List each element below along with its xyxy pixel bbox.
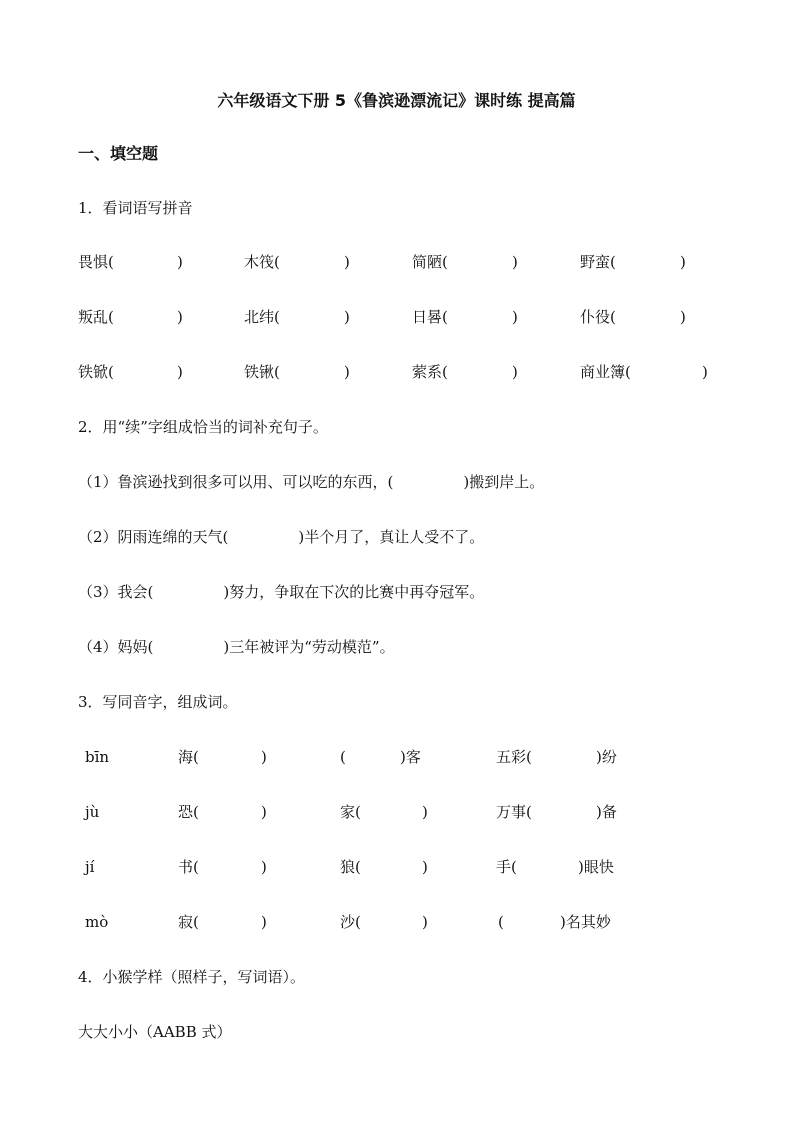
- word-blank-close: )名其妙: [560, 913, 611, 931]
- pinyin-blank-word: 叛乱(: [78, 308, 114, 326]
- question-2-item: [78, 472, 544, 492]
- word-blank-open: 书(: [178, 858, 199, 876]
- pinyin-blank-word: 野蛮(: [580, 253, 616, 271]
- pinyin-blank-word: 日晷(: [412, 308, 448, 326]
- word-blank-close: )客: [400, 748, 421, 766]
- word-blank-open: 寂(: [178, 913, 199, 931]
- question-3-prompt: 3．写同音字，组成词。: [78, 693, 238, 711]
- pinyin-label: jí: [85, 858, 95, 876]
- word-blank-open: 恐(: [178, 803, 199, 821]
- pinyin-blank-word: 木筏(: [244, 253, 280, 271]
- word-blank-open: 沙(: [340, 913, 361, 931]
- pinyin-blank-close: ): [680, 253, 686, 271]
- pinyin-blank-close: ): [512, 253, 518, 271]
- pinyin-blank-word: 商业簿(: [580, 363, 631, 381]
- sentence-before: （3）我会(: [78, 583, 154, 601]
- word-blank-close: )眼快: [578, 858, 614, 876]
- pinyin-blank-word: 铁锹(: [244, 363, 280, 381]
- word-blank-open: 万事(: [496, 803, 532, 821]
- sentence-after: )三年被评为“劳动模范”。: [223, 638, 395, 656]
- pinyin-label: jù: [85, 803, 100, 821]
- pinyin-blank-close: ): [177, 308, 183, 326]
- sentence-after: )半个月了，真让人受不了。: [298, 528, 485, 546]
- pinyin-blank-close: ): [344, 308, 350, 326]
- question-1-prompt: 1．看词语写拼音: [78, 199, 193, 217]
- word-blank-open: 家(: [340, 803, 361, 821]
- word-blank-close: ): [422, 858, 428, 876]
- question-2-prompt: 2．用“续”字组成恰当的词补充句子。: [78, 418, 328, 436]
- pinyin-blank-close: ): [702, 363, 708, 381]
- pinyin-blank-close: ): [177, 253, 183, 271]
- pinyin-blank-word: 萦系(: [412, 363, 448, 381]
- pinyin-blank-word: 铁锨(: [78, 363, 114, 381]
- pinyin-blank-word: 畏惧(: [78, 253, 114, 271]
- word-blank-close: ): [261, 913, 267, 931]
- question-2-item: [78, 582, 484, 602]
- word-blank-open: (: [498, 913, 504, 931]
- question-4-prompt: 4．小猴学样（照样子，写词语）。: [78, 968, 306, 986]
- question-2-item: [78, 637, 395, 657]
- sentence-before: （2）阴雨连绵的天气(: [78, 528, 229, 546]
- sentence-before: （4）妈妈(: [78, 638, 154, 656]
- word-blank-close: ): [422, 913, 428, 931]
- word-blank-open: 五彩(: [496, 748, 532, 766]
- word-blank-close: ): [261, 803, 267, 821]
- word-blank-open: (: [340, 748, 346, 766]
- pinyin-blank-word: 仆役(: [580, 308, 616, 326]
- word-blank-open: 狼(: [340, 858, 361, 876]
- word-blank-close: )纷: [596, 748, 617, 766]
- pinyin-blank-close: ): [680, 308, 686, 326]
- pinyin-label: mò: [85, 913, 109, 931]
- word-blank-close: ): [261, 748, 267, 766]
- question-4-example: 大大小小（AABB 式）: [78, 1023, 232, 1041]
- pinyin-blank-word: 北纬(: [244, 308, 280, 326]
- document-title: 六年级语文下册 5《鲁滨逊漂流记》课时练 提高篇: [217, 91, 576, 110]
- word-blank-open: 手(: [496, 858, 517, 876]
- word-blank-open: 海(: [178, 748, 199, 766]
- sentence-after: )努力，争取在下次的比赛中再夺冠军。: [223, 583, 485, 601]
- word-blank-close: )备: [596, 803, 617, 821]
- pinyin-blank-close: ): [344, 363, 350, 381]
- pinyin-blank-close: ): [512, 363, 518, 381]
- question-2-item: [78, 527, 484, 547]
- word-blank-close: ): [422, 803, 428, 821]
- pinyin-blank-close: ): [344, 253, 350, 271]
- pinyin-blank-close: ): [177, 363, 183, 381]
- word-blank-close: ): [261, 858, 267, 876]
- sentence-before: （1）鲁滨逊找到很多可以用、可以吃的东西，(: [78, 473, 394, 491]
- sentence-after: )搬到岸上。: [463, 473, 545, 491]
- pinyin-blank-word: 简陋(: [412, 253, 448, 271]
- section-heading: 一、填空题: [78, 144, 159, 163]
- pinyin-label: bīn: [85, 748, 110, 766]
- pinyin-blank-close: ): [512, 308, 518, 326]
